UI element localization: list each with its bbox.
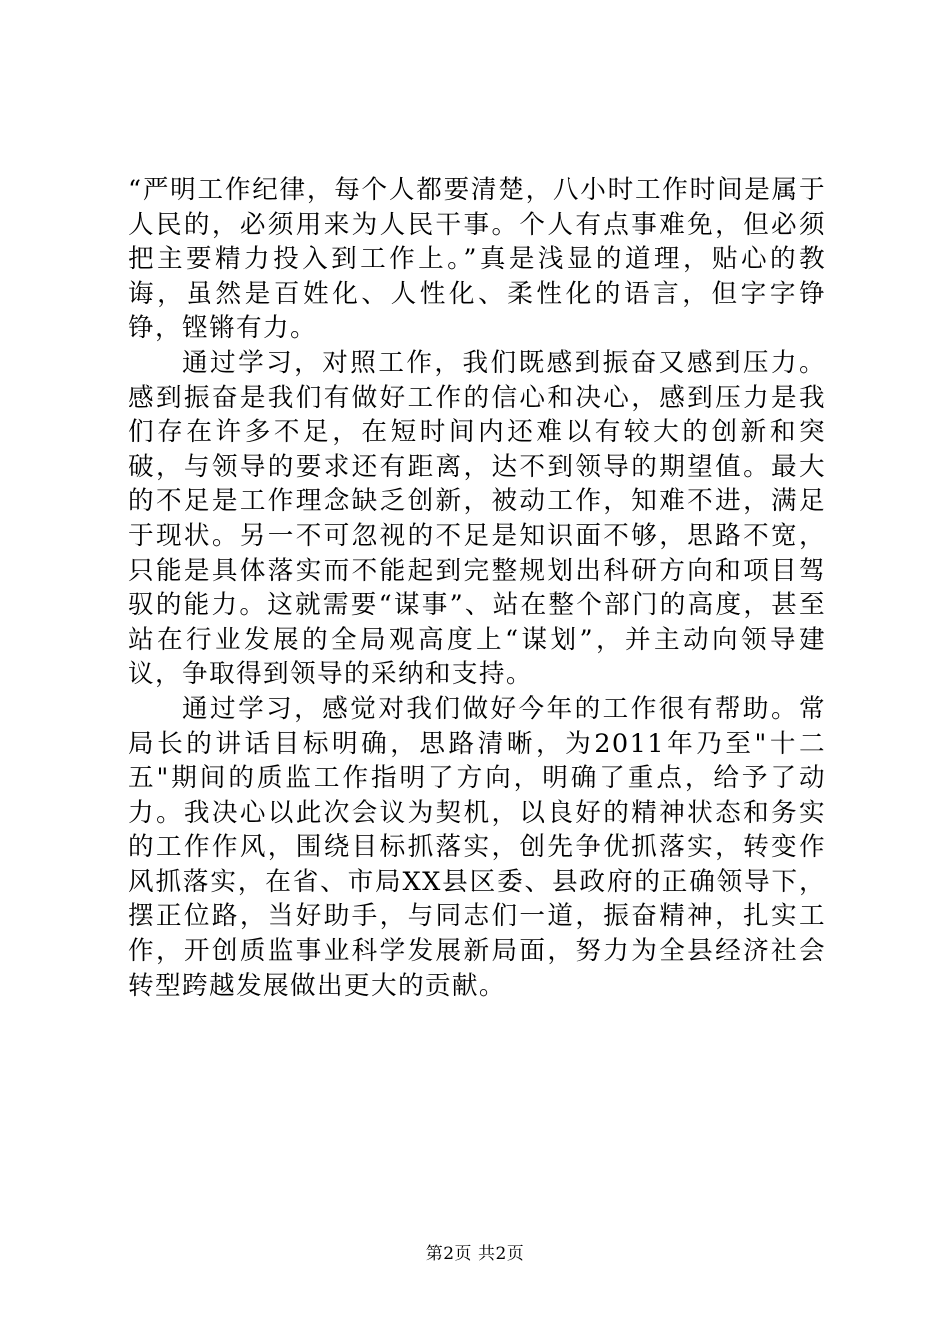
paragraph-2: 通过学习，对照工作，我们既感到振奋又感到压力。感到振奋是我们有做好工作的信心和决心，感到压力是我们存在许多不足，在短时间内还难以有较大的创新和突破，与领导的要求还有距离，达不到领导的期望值。最大的不足是工作理念缺乏创新，被动工作，知难不进，满足于现状。另一不可忽视的不足是知识面不够，思路不宽，只能是具体落实而不能起到完整规划出科研方向和项目驾驭的能力。这就需要“谋事”、站在整个部门的高度，甚至站在行业发展的全局观高度上“谋划”，并主动向领导建议，争取得到领导的采纳和支持。 xyxy=(128,347,826,690)
page-footer: 第2页 共2页 xyxy=(425,1244,525,1264)
document-body xyxy=(128,173,826,1003)
paragraph-1: “严明工作纪律，每个人都要清楚，八小时工作时间是属于人民的，必须用来为人民干事。个人有点事难免，但必须把主要精力投入到工作上。”真是浅显的道理，贴心的教诲，虽然是百姓化、人性化、柔性化的语言，但字字铮铮，铿锵有力。 xyxy=(128,175,826,344)
paragraph-3: 通过学习，感觉对我们做好今年的工作很有帮助。常局长的讲话目标明确，思路清晰，为2011年乃至"十二五"期间的质监工作指明了方向，明确了重点，给予了动力。我决心以此次会议为契机，以良好的精神状态和务实的工作作风，围绕目标抓落实，创先争优抓落实，转变作风抓落实，在省、市局XX县区委、县政府的正确领导下，摆正位路，当好助手，与同志们一道，振奋精神，扎实工作，开创质监事业科学发展新局面，努力为全县经济社会转型跨越发展做出更大的贡献。 xyxy=(128,693,826,1001)
